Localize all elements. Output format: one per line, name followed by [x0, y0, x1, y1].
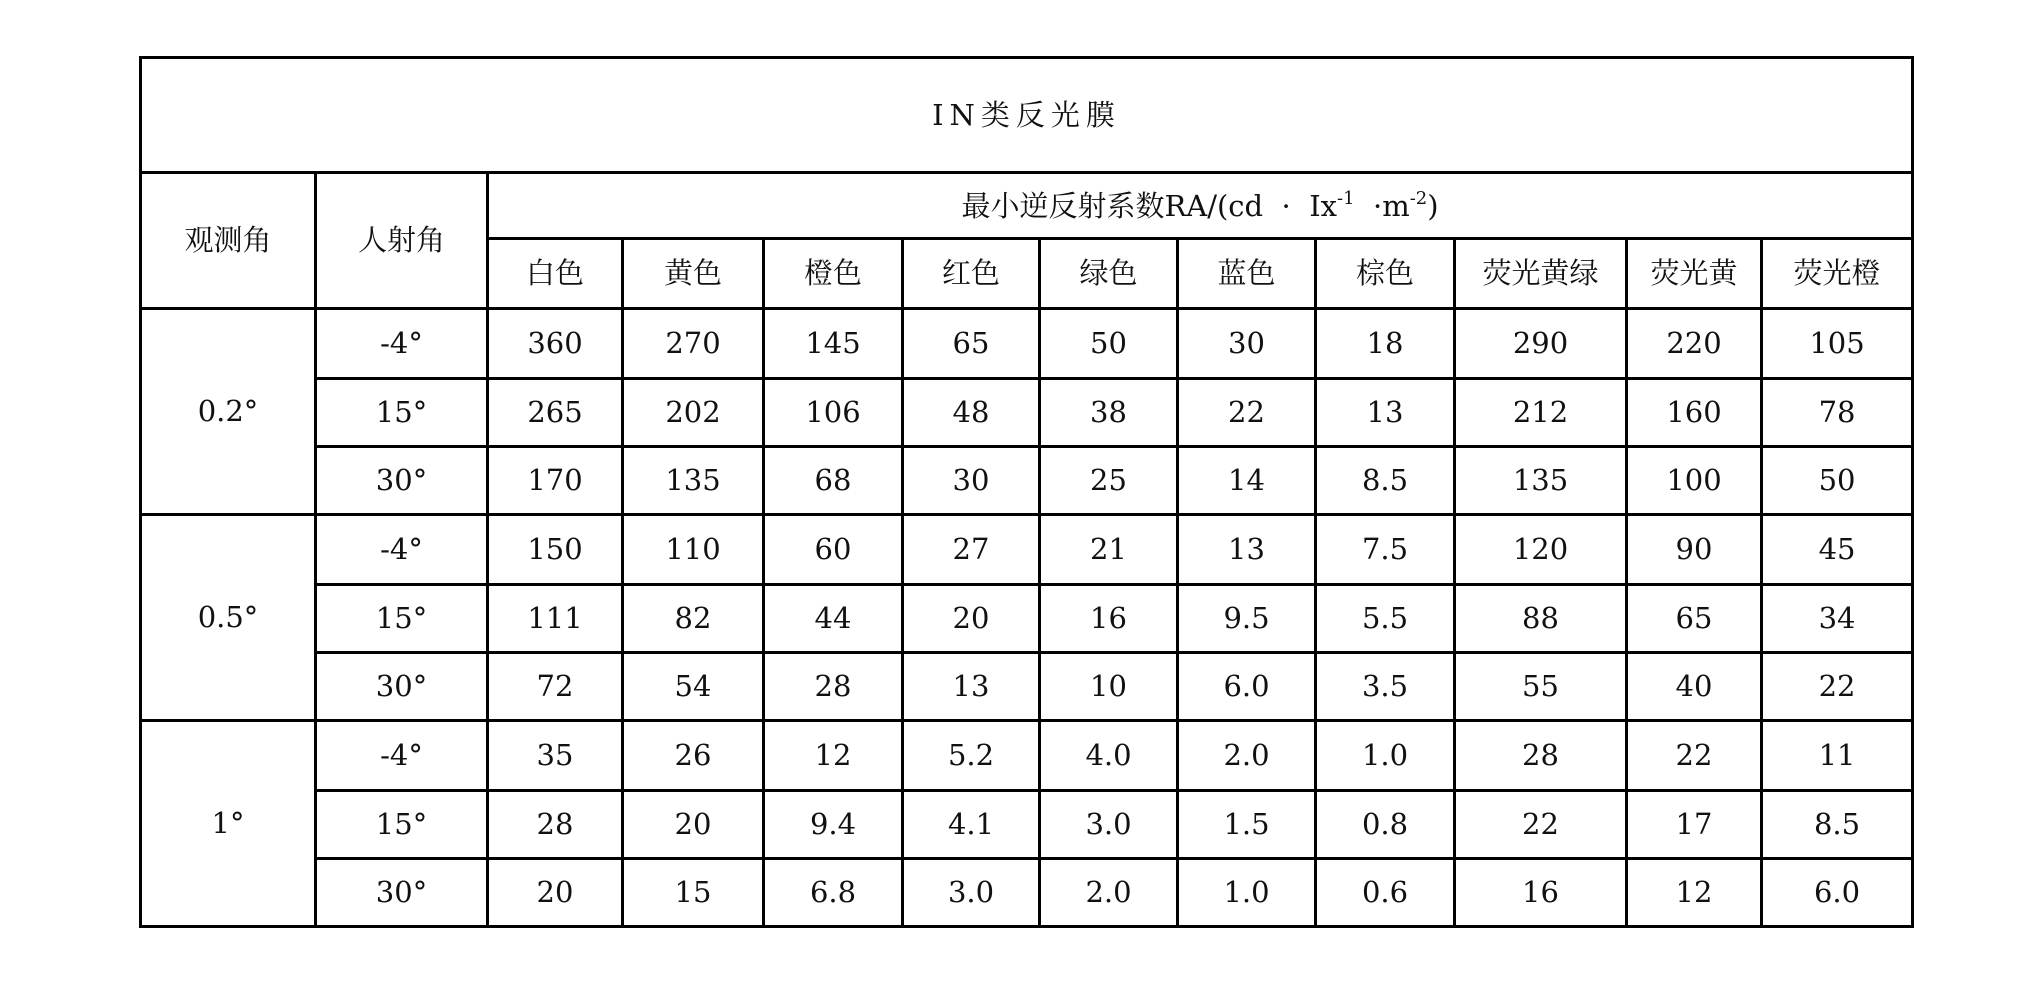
color-header-fluorescent-yellow: 荧光黄 — [1627, 239, 1762, 309]
value-cell: 5.2 — [903, 721, 1040, 791]
table-row — [141, 653, 1913, 721]
value-cell: 0.6 — [1316, 859, 1455, 927]
color-header-fluorescent-yellow-green: 荧光黄绿 — [1455, 239, 1627, 309]
value-cell: 55 — [1455, 653, 1627, 721]
value-cell: 50 — [1040, 309, 1178, 379]
value-cell: 11 — [1762, 721, 1913, 791]
value-cell: 3.0 — [1040, 791, 1178, 859]
incidence-angle-cell: 30° — [316, 653, 488, 721]
value-cell: 135 — [1455, 447, 1627, 515]
value-cell: 54 — [623, 653, 764, 721]
value-cell: 78 — [1762, 379, 1913, 447]
observation-angle-cell: 1° — [141, 721, 316, 927]
value-cell: 20 — [488, 859, 623, 927]
value-cell: 22 — [1455, 791, 1627, 859]
value-cell: 1.0 — [1178, 859, 1316, 927]
value-cell: 27 — [903, 515, 1040, 585]
value-cell: 60 — [764, 515, 903, 585]
value-cell: 2.0 — [1040, 859, 1178, 927]
value-cell: 3.0 — [903, 859, 1040, 927]
value-cell: 5.5 — [1316, 585, 1455, 653]
value-cell: 28 — [488, 791, 623, 859]
table-row — [141, 859, 1913, 927]
table-row — [141, 309, 1913, 379]
value-cell: 72 — [488, 653, 623, 721]
value-cell: 212 — [1455, 379, 1627, 447]
table-row — [141, 585, 1913, 653]
color-header-yellow: 黄色 — [623, 239, 764, 309]
value-cell: 82 — [623, 585, 764, 653]
value-cell: 145 — [764, 309, 903, 379]
value-cell: 8.5 — [1316, 447, 1455, 515]
color-header-orange: 橙色 — [764, 239, 903, 309]
color-header-brown: 棕色 — [1316, 239, 1455, 309]
value-cell: 13 — [1178, 515, 1316, 585]
value-cell: 21 — [1040, 515, 1178, 585]
value-cell: 4.0 — [1040, 721, 1178, 791]
value-cell: 106 — [764, 379, 903, 447]
value-cell: 13 — [1316, 379, 1455, 447]
value-cell: 30 — [903, 447, 1040, 515]
value-cell: 40 — [1627, 653, 1762, 721]
header-row-1 — [141, 173, 1913, 239]
color-header-fluorescent-orange: 荧光橙 — [1762, 239, 1913, 309]
value-cell: 65 — [1627, 585, 1762, 653]
value-cell: 22 — [1627, 721, 1762, 791]
observation-angle-cell: 0.2° — [141, 309, 316, 515]
value-cell: 1.5 — [1178, 791, 1316, 859]
incidence-angle-cell: -4° — [316, 721, 488, 791]
value-cell: 25 — [1040, 447, 1178, 515]
value-cell: 7.5 — [1316, 515, 1455, 585]
incidence-angle-cell: -4° — [316, 309, 488, 379]
value-cell: 44 — [764, 585, 903, 653]
value-cell: 65 — [903, 309, 1040, 379]
value-cell: 50 — [1762, 447, 1913, 515]
table-row — [141, 721, 1913, 791]
color-header-white: 白色 — [488, 239, 623, 309]
value-cell: 111 — [488, 585, 623, 653]
value-cell: 90 — [1627, 515, 1762, 585]
coefficient-header-middle: ·m — [1354, 189, 1410, 223]
value-cell: 1.0 — [1316, 721, 1455, 791]
incidence-angle-cell: 15° — [316, 585, 488, 653]
value-cell: 270 — [623, 309, 764, 379]
observation-angle-header: 观测角 — [141, 173, 316, 309]
value-cell: 17 — [1627, 791, 1762, 859]
value-cell: 34 — [1762, 585, 1913, 653]
value-cell: 16 — [1040, 585, 1178, 653]
retroreflective-coefficient-table — [139, 56, 1914, 928]
value-cell: 170 — [488, 447, 623, 515]
color-header-red: 红色 — [903, 239, 1040, 309]
table-title: IN类反光膜 — [141, 58, 1913, 173]
value-cell: 20 — [903, 585, 1040, 653]
value-cell: 6.0 — [1762, 859, 1913, 927]
incidence-angle-cell: 30° — [316, 447, 488, 515]
value-cell: 20 — [623, 791, 764, 859]
table-row — [141, 379, 1913, 447]
value-cell: 38 — [1040, 379, 1178, 447]
incidence-angle-header: 人射角 — [316, 173, 488, 309]
value-cell: 160 — [1627, 379, 1762, 447]
table-row — [141, 515, 1913, 585]
incidence-angle-cell: 30° — [316, 859, 488, 927]
value-cell: 220 — [1627, 309, 1762, 379]
color-header-green: 绿色 — [1040, 239, 1178, 309]
value-cell: 265 — [488, 379, 623, 447]
incidence-angle-cell: -4° — [316, 515, 488, 585]
table-row — [141, 447, 1913, 515]
value-cell: 88 — [1455, 585, 1627, 653]
value-cell: 13 — [903, 653, 1040, 721]
value-cell: 14 — [1178, 447, 1316, 515]
value-cell: 48 — [903, 379, 1040, 447]
value-cell: 202 — [623, 379, 764, 447]
value-cell: 15 — [623, 859, 764, 927]
value-cell: 30 — [1178, 309, 1316, 379]
value-cell: 12 — [1627, 859, 1762, 927]
value-cell: 2.0 — [1178, 721, 1316, 791]
value-cell: 68 — [764, 447, 903, 515]
value-cell: 6.8 — [764, 859, 903, 927]
value-cell: 45 — [1762, 515, 1913, 585]
title-row — [141, 58, 1913, 173]
coefficient-header-suffix: ) — [1427, 189, 1439, 223]
coefficient-header-prefix: 最小逆反射系数RA/(cd · Ix — [961, 189, 1338, 223]
value-cell: 9.5 — [1178, 585, 1316, 653]
value-cell: 360 — [488, 309, 623, 379]
value-cell: 28 — [764, 653, 903, 721]
table-body — [141, 58, 1913, 927]
value-cell: 16 — [1455, 859, 1627, 927]
value-cell: 105 — [1762, 309, 1913, 379]
value-cell: 150 — [488, 515, 623, 585]
value-cell: 26 — [623, 721, 764, 791]
value-cell: 4.1 — [903, 791, 1040, 859]
value-cell: 18 — [1316, 309, 1455, 379]
value-cell: 120 — [1455, 515, 1627, 585]
value-cell: 22 — [1762, 653, 1913, 721]
value-cell: 0.8 — [1316, 791, 1455, 859]
table-row — [141, 791, 1913, 859]
value-cell: 290 — [1455, 309, 1627, 379]
coefficient-header-exponent-1: -1 — [1337, 188, 1355, 209]
value-cell: 110 — [623, 515, 764, 585]
value-cell: 3.5 — [1316, 653, 1455, 721]
value-cell: 22 — [1178, 379, 1316, 447]
value-cell: 135 — [623, 447, 764, 515]
value-cell: 6.0 — [1178, 653, 1316, 721]
value-cell: 35 — [488, 721, 623, 791]
coefficient-header — [488, 173, 1913, 239]
value-cell: 8.5 — [1762, 791, 1913, 859]
incidence-angle-cell: 15° — [316, 791, 488, 859]
value-cell: 12 — [764, 721, 903, 791]
observation-angle-cell: 0.5° — [141, 515, 316, 721]
color-header-blue: 蓝色 — [1178, 239, 1316, 309]
value-cell: 10 — [1040, 653, 1178, 721]
coefficient-header-exponent-2: -2 — [1409, 188, 1428, 209]
value-cell: 28 — [1455, 721, 1627, 791]
incidence-angle-cell: 15° — [316, 379, 488, 447]
value-cell: 9.4 — [764, 791, 903, 859]
value-cell: 100 — [1627, 447, 1762, 515]
